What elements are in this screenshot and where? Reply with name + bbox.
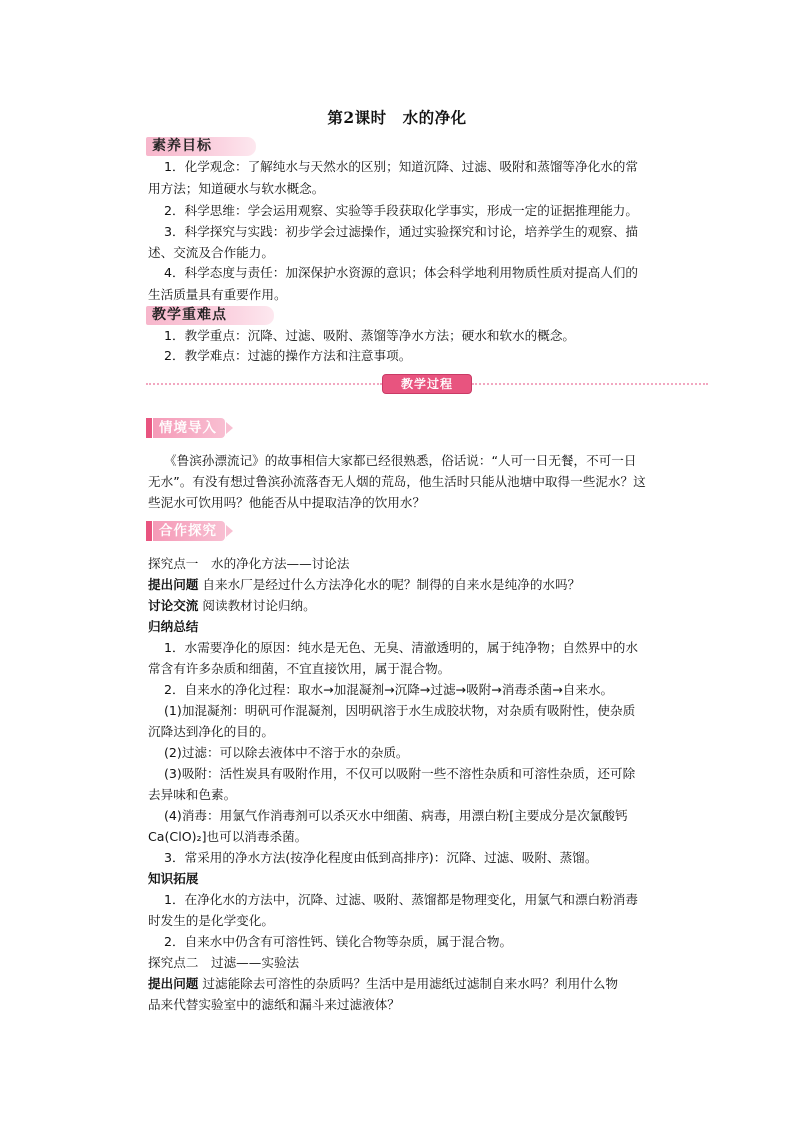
summary-line: Ca(ClO)₂]也可以消毒杀菌。 [148, 829, 308, 844]
extension-line: 时发生的是化学变化。 [148, 913, 274, 928]
tab-cooperative-inquiry: 合作探究 [146, 521, 232, 541]
goal-line: 1．化学观念：了解纯水与天然水的区别；知道沉降、过滤、吸附和蒸馏等净化水的常 [164, 159, 638, 174]
intro-line: 无水”。有没有想过鲁滨孙流落杳无人烟的荒岛，他生活时只能从池塘中取得一些泥水？这 [148, 474, 646, 489]
goal-line: 3．科学探究与实践：初步学会过滤操作，通过实验探究和讨论，培养学生的观察、描 [164, 224, 638, 239]
summary-line: (1)加混凝剂：明矾可作混凝剂，因明矾溶于水生成胶状物，对杂质有吸附性，使杂质 [164, 703, 636, 718]
summary-heading: 归纳总结 [148, 619, 199, 634]
extension-line: 2．自来水中仍含有可溶性钙、镁化合物等杂质，属于混合物。 [164, 934, 513, 949]
goal-line: 4．科学态度与责任：加深保护水资源的意识；体会科学地利用物质性质对提高人们的 [164, 265, 638, 280]
summary-line: (3)吸附：活性炭具有吸附作用，不仅可以吸附一些不溶性杂质和可溶性杂质，还可除 [164, 766, 636, 781]
section-banner-literacy-goals: 素养目标 [146, 137, 256, 156]
goal-line: 2．科学思维：学会运用观察、实验等手段获取化学事实，形成一定的证据推理能力。 [164, 203, 638, 218]
extension-line: 1．在净化水的方法中，沉降、过滤、吸附、蒸馏都是物理变化，用氯气和漂白粉消毒 [164, 892, 638, 907]
teaching-process-divider [146, 377, 708, 391]
summary-line: 2．自来水的净化过程：取水→加混凝剂→沉降→过滤→吸附→消毒杀菌→自来水。 [164, 682, 614, 697]
goal-line: 用方法；知道硬水与软水概念。 [148, 181, 325, 196]
extension-heading: 知识拓展 [148, 871, 199, 886]
summary-line: 常含有许多杂质和细菌，不宜直接饮用，属于混合物。 [148, 661, 451, 676]
goal-line: 述、交流及合作能力。 [148, 245, 274, 260]
summary-line: 1．水需要净化的原因：纯水是无色、无臭、清澈透明的，属于纯净物；自然界中的水 [164, 640, 638, 655]
tab-scenario-intro: 情境导入 [146, 418, 232, 438]
summary-line: (2)过滤：可以除去液体中不溶于水的杂质。 [164, 745, 409, 760]
key-point-line: 1．教学重点：沉降、过滤、吸附、蒸馏等净水方法；硬水和软水的概念。 [164, 328, 576, 343]
lesson-number: 第2课时 [327, 108, 387, 127]
summary-line: 去异味和色素。 [148, 787, 237, 802]
key-point-line: 2．教学难点：过滤的操作方法和注意事项。 [164, 348, 412, 363]
discussion-line: 讨论交流 阅读教材讨论归纳。 [148, 598, 316, 613]
teaching-process-label: 教学过程 [382, 374, 472, 394]
page-title [0, 106, 794, 128]
intro-line: 些泥水可饮用吗？他能否从中提取洁净的饮用水？ [148, 495, 426, 510]
goal-line: 生活质量具有重要作用。 [148, 287, 287, 302]
question-line-2-cont: 品来代替实验室中的滤纸和漏斗来过滤液体？ [148, 997, 400, 1012]
intro-line: 《鲁滨孙漂流记》的故事相信大家都已经很熟悉，俗话说：“人可一日无餐，不可一日 [164, 453, 637, 468]
summary-line: (4)消毒：用氯气作消毒剂可以杀灭水中细菌、病毒，用漂白粉[主要成分是次氯酸钙 [164, 808, 628, 823]
summary-line: 3．常采用的净水方法(按净化程度由低到高排序)：沉降、过滤、吸附、蒸馏。 [164, 850, 598, 865]
summary-line: 沉降达到净化的目的。 [148, 724, 274, 739]
lesson-topic: 水的净化 [402, 108, 467, 127]
question-line-1: 提出问题 自来水厂是经过什么方法净化水的呢？制得的自来水是纯净的水吗？ [148, 577, 581, 592]
inquiry-point-1-title: 探究点一 水的净化方法——讨论法 [148, 556, 350, 571]
inquiry-point-2-title: 探究点二 过滤——实验法 [148, 955, 300, 970]
question-line-2: 提出问题 过滤能除去可溶性的杂质吗？生活中是用滤纸过滤制自来水吗？利用什么物 [148, 976, 618, 991]
section-banner-key-points: 教学重难点 [146, 306, 274, 325]
